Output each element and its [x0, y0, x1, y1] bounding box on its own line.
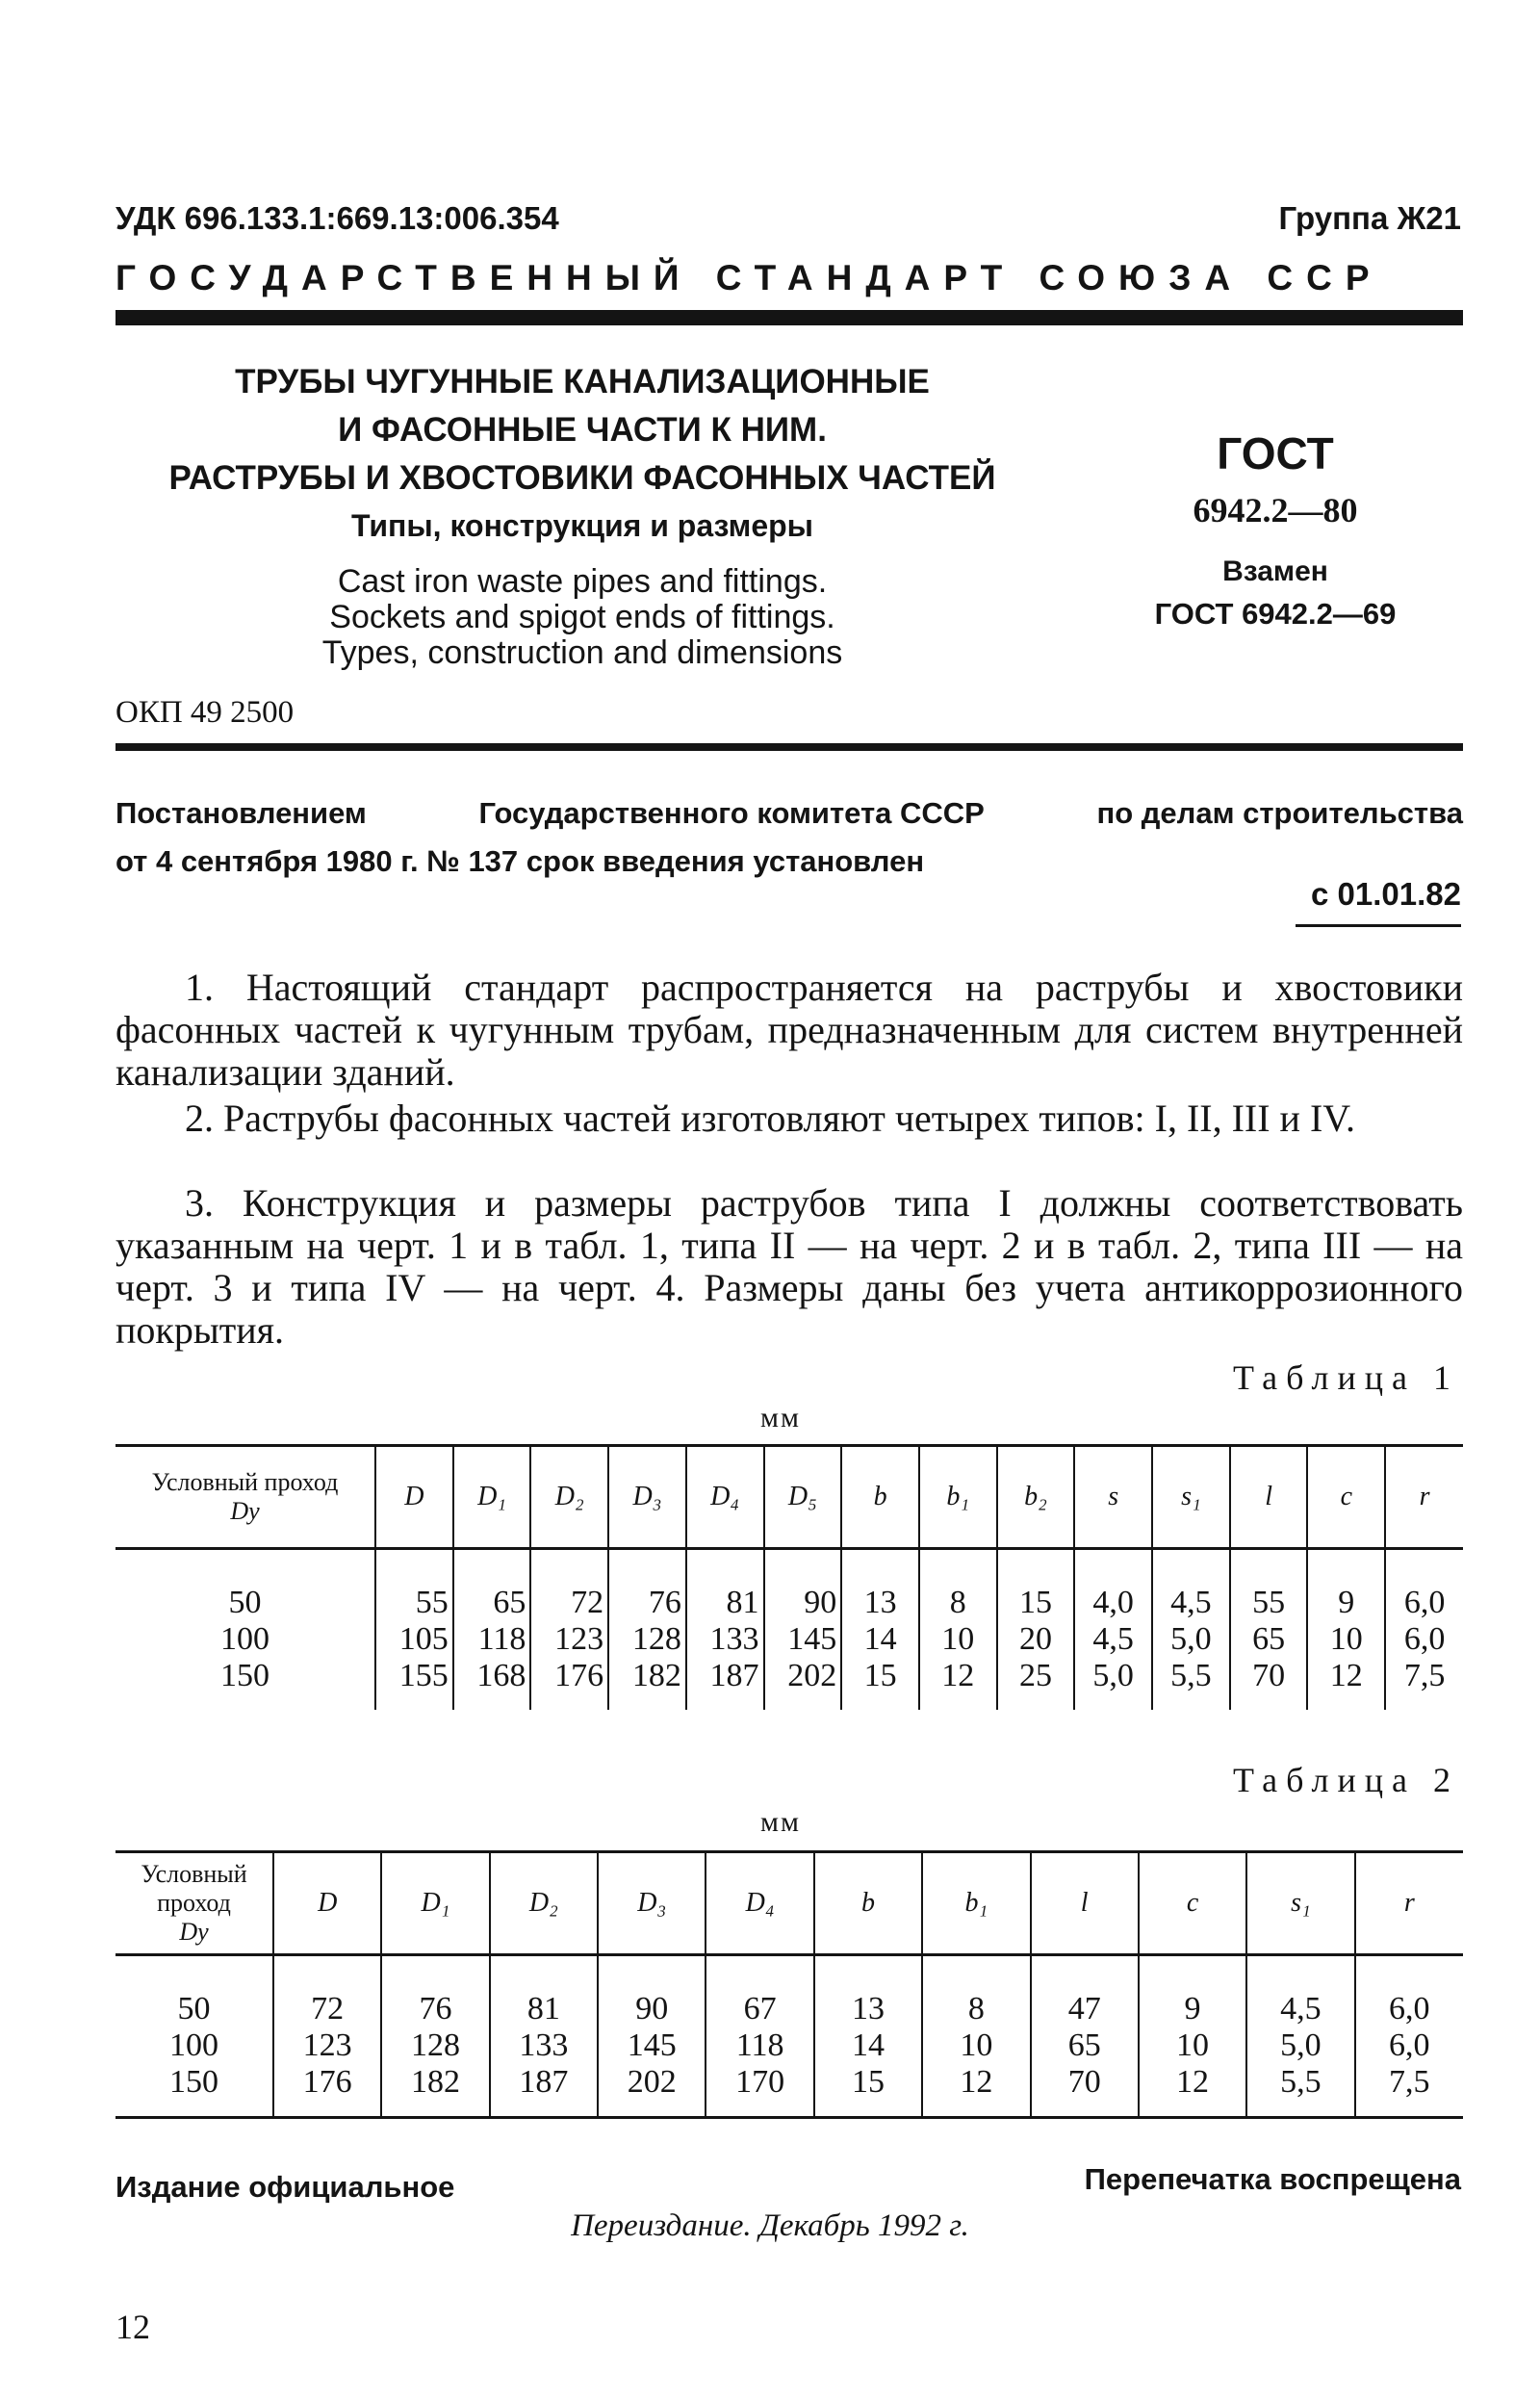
- table-2-header: D: [273, 1852, 381, 1955]
- table-row: [116, 1955, 1463, 2118]
- table-cell: 90 145 202: [598, 1955, 706, 2118]
- document-subtitle: Типы, конструкция и размеры: [351, 508, 813, 543]
- reprint-prohibited-label: Перепечатка воспрещена: [1084, 2162, 1461, 2196]
- table-cell: 55 65 70: [1230, 1549, 1308, 1711]
- header-thick-rule: [116, 310, 1463, 325]
- effective-date-underline: [1296, 924, 1461, 927]
- table-2: [116, 1850, 1463, 2119]
- table-cell: 9 10 12: [1139, 1955, 1246, 2118]
- table-cell: 76 128 182: [381, 1955, 489, 2118]
- paragraph-3: 3. Конструкция и размеры раструбов типа I должны соответствовать указанным на черт. 1 и в табл. 1, типа II — на черт. 2 и в табл. 2, типа III — на черт. 3 и типа IV — на черт. 4. Размеры даны без учета антикоррозионного покрытия.: [116, 1181, 1463, 1352]
- table-1-header: D₂: [530, 1446, 608, 1549]
- table-1-header-nominal-bore: Условный проход Dу: [151, 1468, 339, 1525]
- title-rule: [116, 743, 1463, 751]
- replaces-label: Взамен: [1222, 555, 1328, 587]
- table-cell: 76 128 182: [608, 1549, 686, 1711]
- table-1-header: b₂: [997, 1446, 1075, 1549]
- table-cell: 81 133 187: [490, 1955, 598, 2118]
- table-2-header: c: [1139, 1852, 1246, 1955]
- table-1-header-row: [116, 1446, 1463, 1549]
- table-1-header: D₄: [686, 1446, 764, 1549]
- table-1-header: D₃: [608, 1446, 686, 1549]
- table-1-header: l: [1230, 1446, 1308, 1549]
- reissue-note: Переиздание. Декабрь 1992 г.: [571, 2208, 969, 2243]
- okp-code: ОКП 49 2500: [116, 695, 295, 730]
- table-1-header: D₅: [764, 1446, 842, 1549]
- table-2-cell-nominal: 50 100 150: [169, 1991, 218, 2100]
- group-code: Группа Ж21: [1278, 200, 1461, 236]
- table-1: [116, 1444, 1463, 1710]
- table-cell: 13 14 15: [841, 1549, 919, 1711]
- english-line-1: Cast iron waste pipes and fittings.: [337, 563, 828, 600]
- table-2-header: D₄: [706, 1852, 813, 1955]
- paragraph-1: 1. Настоящий стандарт распространяется на раструбы и хвостовики фасонных частей к чугунным трубам, предназначенным для систем внутренней канализации зданий.: [116, 966, 1463, 1094]
- table-cell: 67 118 170: [706, 1955, 813, 2118]
- title-line-3: РАСТРУБЫ И ХВОСТОВИКИ ФАСОННЫХ ЧАСТЕЙ: [168, 459, 996, 497]
- table-2-header: D₁: [381, 1852, 489, 1955]
- decree-word-3: по делам строительства: [1096, 796, 1463, 830]
- table-1-header: r: [1385, 1446, 1463, 1549]
- table-cell: 4,5 5,0 5,5: [1152, 1549, 1230, 1711]
- table-cell: 72 123 176: [273, 1955, 381, 2118]
- table-2-header: D₃: [598, 1852, 706, 1955]
- table-1-header: D: [375, 1446, 453, 1549]
- english-line-3: Types, construction and dimensions: [321, 634, 843, 671]
- table-1-caption: Таблица 1: [1233, 1358, 1459, 1397]
- table-1-unit: мм: [760, 1402, 801, 1433]
- table-cell: 9 10 12: [1307, 1549, 1385, 1711]
- decree-text: [116, 789, 1463, 886]
- decree-line-1: [116, 789, 1463, 838]
- table-1-header: s: [1074, 1446, 1152, 1549]
- table-2-unit: мм: [760, 1806, 801, 1838]
- gost-number: 6942.2—80: [1193, 491, 1358, 529]
- table-cell: 55 105 155: [375, 1549, 453, 1711]
- table-2-header: l: [1031, 1852, 1139, 1955]
- table-2-header: b: [814, 1852, 922, 1955]
- table-cell: 6,0 6,0 7,5: [1385, 1549, 1463, 1711]
- page-number: 12: [116, 2308, 150, 2346]
- table-1-cell-nominal: 50 100 150: [220, 1585, 270, 1693]
- table-row: [116, 1549, 1463, 1711]
- udk-code: УДК 696.133.1:669.13:006.354: [116, 200, 559, 236]
- table-1-header: b: [841, 1446, 919, 1549]
- document-title: [106, 358, 1059, 503]
- table-2-header-nominal-bore: Условный проход Dу: [141, 1860, 247, 1946]
- table-cell: 72 123 176: [530, 1549, 608, 1711]
- table-cell: 6,0 6,0 7,5: [1355, 1955, 1463, 2118]
- table-2-header: D₂: [490, 1852, 598, 1955]
- table-cell: 81 133 187: [686, 1549, 764, 1711]
- table-cell: 90 145 202: [764, 1549, 842, 1711]
- table-cell: 4,0 4,5 5,0: [1074, 1549, 1152, 1711]
- title-line-1: ТРУБЫ ЧУГУННЫЕ КАНАЛИЗАЦИОННЫЕ: [235, 363, 930, 400]
- table-1-header: c: [1307, 1446, 1385, 1549]
- table-1-header: b₁: [919, 1446, 997, 1549]
- table-1-header: D₁: [453, 1446, 531, 1549]
- table-cell: 13 14 15: [814, 1955, 922, 2118]
- gost-label: ГОСТ: [1217, 428, 1334, 478]
- table-cell: 8 10 12: [919, 1549, 997, 1711]
- table-cell: 65 118 168: [453, 1549, 531, 1711]
- english-line-2: Sockets and spigot ends of fittings.: [329, 599, 835, 635]
- union-standard-heading: ГОСУДАРСТВЕННЫЙ СТАНДАРТ СОЮЗА ССР: [116, 258, 1383, 297]
- table-2-header-row: [116, 1852, 1463, 1955]
- english-title: [106, 564, 1059, 671]
- gost-block: [1088, 424, 1463, 635]
- table-2-caption: Таблица 2: [1233, 1761, 1459, 1799]
- table-cell: 15 20 25: [997, 1549, 1075, 1711]
- paragraph-2: 2. Раструбы фасонных частей изготовляют четырех типов: I, II, III и IV.: [185, 1097, 1355, 1140]
- table-cell: 47 65 70: [1031, 1955, 1139, 2118]
- decree-word-2: Государственного комитета СССР: [478, 796, 985, 830]
- decree-line-2: от 4 сентября 1980 г. № 137 срок введения установлен: [116, 844, 925, 878]
- replaced-standard: ГОСТ 6942.2—69: [1154, 597, 1397, 631]
- decree-word-1: Постановлением: [116, 796, 367, 830]
- table-1-header: s₁: [1152, 1446, 1230, 1549]
- table-2-header: b₁: [922, 1852, 1030, 1955]
- table-2-header: r: [1355, 1852, 1463, 1955]
- table-2-header: s₁: [1246, 1852, 1354, 1955]
- table-cell: 4,5 5,0 5,5: [1246, 1955, 1354, 2118]
- title-line-2: И ФАСОННЫЕ ЧАСТИ К НИМ.: [338, 411, 827, 449]
- table-cell: 8 10 12: [922, 1955, 1030, 2118]
- effective-date: с 01.01.82: [1311, 876, 1461, 912]
- official-edition-label: Издание официальное: [116, 2170, 455, 2204]
